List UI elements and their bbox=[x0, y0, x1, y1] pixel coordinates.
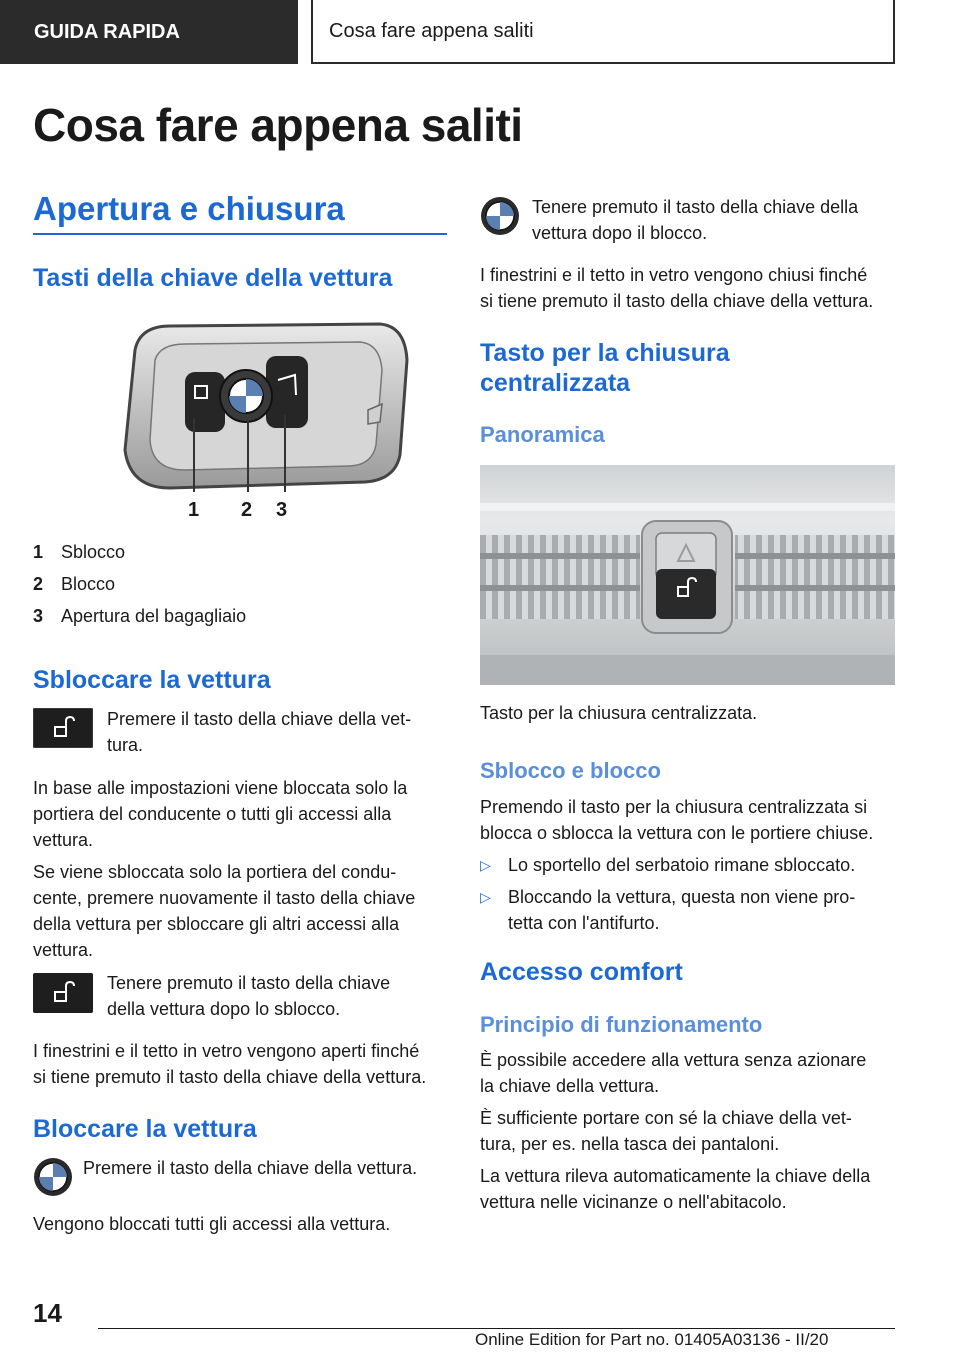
heading-principle: Principio di funzionamento bbox=[480, 1012, 763, 1037]
header-section-tab bbox=[0, 0, 298, 64]
header-topic-box bbox=[311, 0, 895, 64]
header-section-label: GUIDA RAPIDA bbox=[34, 21, 180, 43]
bullet-triangle-icon: ▷ bbox=[480, 889, 491, 905]
unlock-lock-line: blocca o sblocca la vettura con le portiere chiuse. bbox=[480, 823, 874, 843]
figure-label-2: 2 bbox=[241, 499, 253, 520]
unlock-paragraph-line: portiera del conducente o tutti gli accessi alla bbox=[33, 804, 392, 824]
unlock-paragraph-line: della vettura per sbloccare gli altri accessi alla bbox=[33, 914, 400, 934]
key-fob-illustration bbox=[110, 320, 420, 520]
bmw-lock-button-icon bbox=[480, 196, 520, 236]
principle-line: vettura nelle vicinanze o nell'abitacolo. bbox=[480, 1192, 787, 1212]
principle-line: È sufficiente portare con sé la chiave della vet- bbox=[480, 1108, 852, 1128]
legend-text: Apertura del bagagliaio bbox=[61, 606, 247, 626]
unlock-button-icon bbox=[33, 973, 93, 1013]
lock-hold-text-line: Tenere premuto il tasto della chiave della bbox=[532, 197, 859, 217]
lock-windows-line: si tiene premuto il tasto della chiave della vettura. bbox=[480, 291, 874, 311]
figure-label-3: 3 bbox=[276, 499, 288, 520]
unlock-paragraph-line: vettura. bbox=[33, 830, 94, 850]
heading-unlock-vehicle: Sbloccare la vettura bbox=[33, 666, 271, 694]
legend-text: Blocco bbox=[61, 574, 116, 594]
principle-line: tura, per es. nella tasca dei pantaloni. bbox=[480, 1134, 780, 1154]
unlock-paragraph-line: Se viene sbloccata solo la portiera del condu- bbox=[33, 862, 397, 882]
unlock-windows-line: si tiene premuto il tasto della chiave della vettura. bbox=[33, 1067, 427, 1087]
header-topic-label: Cosa fare appena saliti bbox=[329, 20, 534, 42]
principle-line: la chiave della vettura. bbox=[480, 1076, 660, 1096]
unlock-button-icon bbox=[33, 708, 93, 748]
unlock-icon-text-line: tura. bbox=[107, 735, 144, 755]
bullet-triangle-icon: ▷ bbox=[480, 857, 491, 873]
bmw-lock-button-icon bbox=[33, 1157, 73, 1197]
principle-line: La vettura rileva automaticamente la chiave della bbox=[480, 1166, 871, 1186]
unlock-paragraph-line: cente, premere nuovamente il tasto della chiave bbox=[33, 888, 416, 908]
central-locking-button-photo bbox=[480, 465, 895, 685]
heading-unlock-lock: Sblocco e blocco bbox=[480, 758, 661, 783]
page-title: Cosa fare appena saliti bbox=[33, 99, 523, 151]
page-number: 14 bbox=[33, 1298, 62, 1328]
legend-text: Sblocco bbox=[61, 542, 126, 562]
unlock-hold-text-line: Tenere premuto il tasto della chiave bbox=[107, 973, 391, 993]
heading-lock-vehicle: Bloccare la vettura bbox=[33, 1115, 257, 1143]
footer-edition: Online Edition for Part no. 01405A03136 - II/20 bbox=[475, 1330, 829, 1349]
heading-rule bbox=[33, 233, 447, 235]
lock-paragraph: Vengono bloccati tutti gli accessi alla vettura. bbox=[33, 1214, 391, 1234]
heading-key-buttons: Tasti della chiave della vettura bbox=[33, 264, 393, 292]
lock-hold-text-line: vettura dopo il blocco. bbox=[532, 223, 708, 243]
unlock-paragraph-line: In base alle impostazioni viene bloccata solo la bbox=[33, 778, 408, 798]
heading-central-locking: Tasto per la chiusura bbox=[480, 339, 730, 367]
list-item-text: Bloccando la vettura, questa non viene pro- bbox=[508, 887, 856, 907]
legend-number: 3 bbox=[33, 606, 44, 626]
unlock-hold-text-line: della vettura dopo lo sblocco. bbox=[107, 999, 341, 1019]
figure-label-1: 1 bbox=[188, 499, 200, 520]
lock-icon-text: Premere il tasto della chiave della vettura. bbox=[83, 1158, 418, 1178]
lock-windows-line: I finestrini e il tetto in vetro vengono chiusi finché bbox=[480, 265, 868, 285]
list-item-text: tetta con l'antifurto. bbox=[508, 913, 660, 933]
principle-line: È possibile accedere alla vettura senza azionare bbox=[480, 1050, 867, 1070]
legend-number: 1 bbox=[33, 542, 44, 562]
unlock-icon-text-line: Premere il tasto della chiave della vet- bbox=[107, 709, 412, 729]
footer-rule bbox=[98, 1328, 895, 1329]
unlock-lock-line: Premendo il tasto per la chiusura centralizzata si bbox=[480, 797, 868, 817]
list-item-text: Lo sportello del serbatoio rimane sbloccato. bbox=[508, 855, 856, 875]
unlock-paragraph-line: vettura. bbox=[33, 940, 94, 960]
heading-central-locking: centralizzata bbox=[480, 369, 631, 397]
unlock-windows-line: I finestrini e il tetto in vetro vengono aperti finché bbox=[33, 1041, 420, 1061]
heading-opening-closing: Apertura e chiusura bbox=[33, 190, 345, 227]
legend-number: 2 bbox=[33, 574, 44, 594]
heading-overview: Panoramica bbox=[480, 422, 605, 447]
central-locking-caption: Tasto per la chiusura centralizzata. bbox=[480, 703, 758, 723]
heading-comfort-access: Accesso comfort bbox=[480, 958, 683, 986]
